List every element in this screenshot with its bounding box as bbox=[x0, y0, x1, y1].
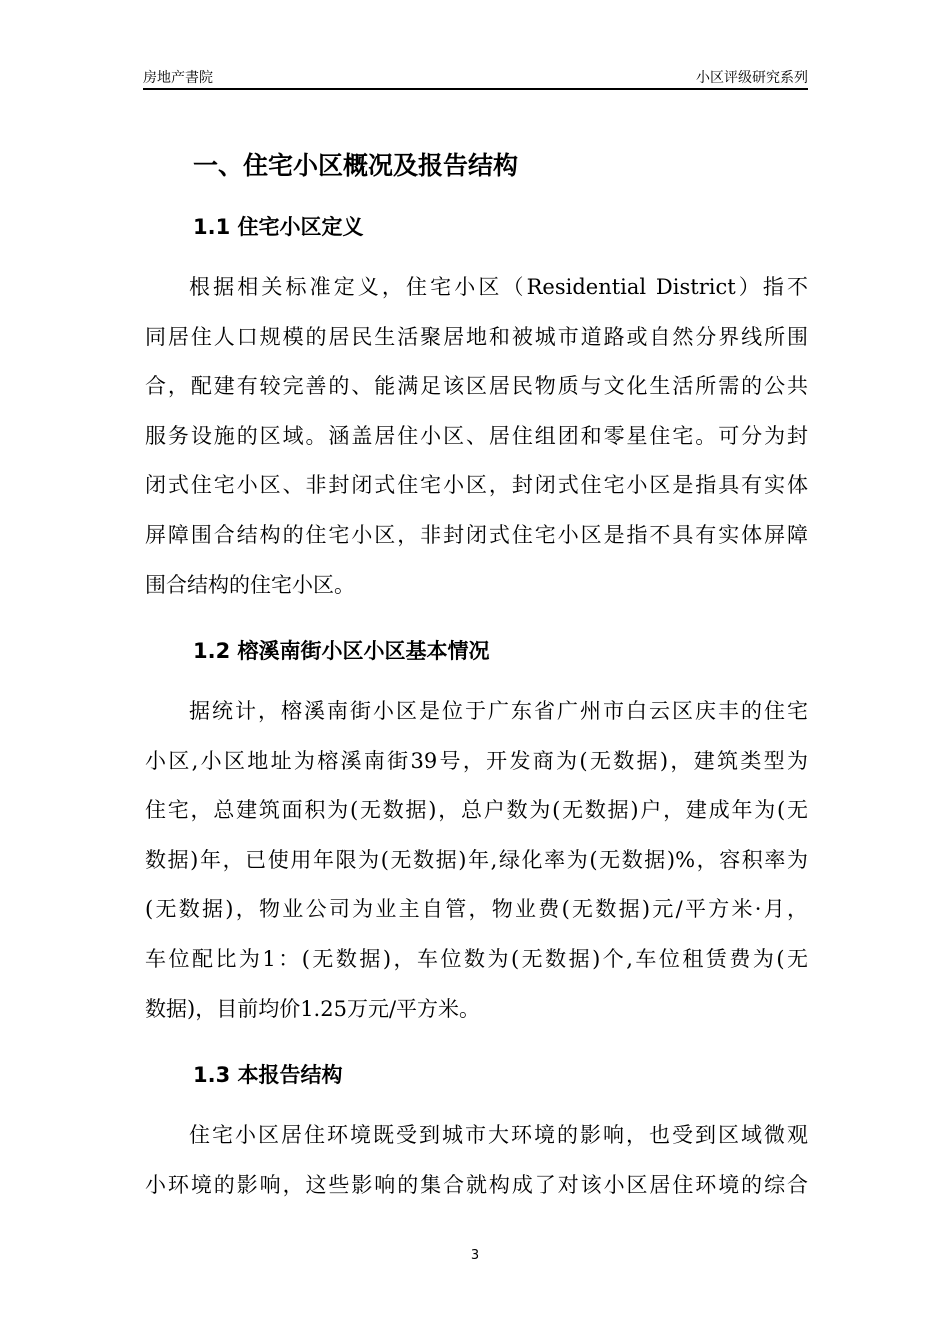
paragraph-line: 根据相关标准定义，住宅小区（Residential District）指不 bbox=[189, 275, 808, 299]
paragraph-line: (无数据)，物业公司为业主自管，物业费(无数据)元/平方米·月， bbox=[145, 897, 808, 922]
paragraph-line: 服务设施的区域。涵盖居住小区、居住组团和零星住宅。可分为封 bbox=[145, 423, 808, 448]
section-heading: 1.3 本报告结构 bbox=[193, 1063, 343, 1087]
paragraph-line: 住宅小区居住环境既受到城市大环境的影响，也受到区域微观 bbox=[189, 1123, 808, 1147]
header-left: 房地产書院 bbox=[143, 70, 213, 86]
paragraph-line: 小区,小区地址为榕溪南街39号，开发商为(无数据)，建筑类型为 bbox=[145, 748, 808, 773]
paragraph-line: 闭式住宅小区、非封闭式住宅小区，封闭式住宅小区是指具有实体 bbox=[145, 473, 808, 498]
section-heading: 1.1 住宅小区定义 bbox=[193, 215, 364, 239]
paragraph-line: 屏障围合结构的住宅小区，非封闭式住宅小区是指不具有实体屏障 bbox=[145, 523, 808, 547]
paragraph-line: 同居住人口规模的居民生活聚居地和被城市道路或自然分界线所围 bbox=[145, 324, 808, 349]
page-number: 3 bbox=[470, 1248, 480, 1263]
chapter-title: 一、住宅小区概况及报告结构 bbox=[193, 151, 519, 180]
header-right: 小区评级研究系列 bbox=[696, 70, 808, 86]
paragraph-line: 车位配比为1：(无数据)，车位数为(无数据)个,车位租赁费为(无 bbox=[145, 947, 808, 971]
paragraph-line: 据统计，榕溪南街小区是位于广东省广州市白云区庆丰的住宅 bbox=[189, 699, 808, 723]
paragraph-line: 数据)，目前均价1.25万元/平方米。 bbox=[145, 996, 481, 1021]
paragraph-line: 数据)年，已使用年限为(无数据)年,绿化率为(无数据)%，容积率为 bbox=[145, 847, 808, 872]
paragraph-line: 住宅，总建筑面积为(无数据)，总户数为(无数据)户，建成年为(无 bbox=[145, 798, 808, 823]
header-rule bbox=[143, 88, 808, 90]
paragraph-line: 合，配建有较完善的、能满足该区居民物质与文化生活所需的公共 bbox=[145, 374, 808, 399]
paragraph-line: 围合结构的住宅小区。 bbox=[145, 572, 355, 597]
section-heading: 1.2 榕溪南街小区小区基本情况 bbox=[193, 639, 490, 663]
paragraph-line: 小环境的影响，这些影响的集合就构成了对该小区居住环境的综合 bbox=[145, 1172, 808, 1197]
